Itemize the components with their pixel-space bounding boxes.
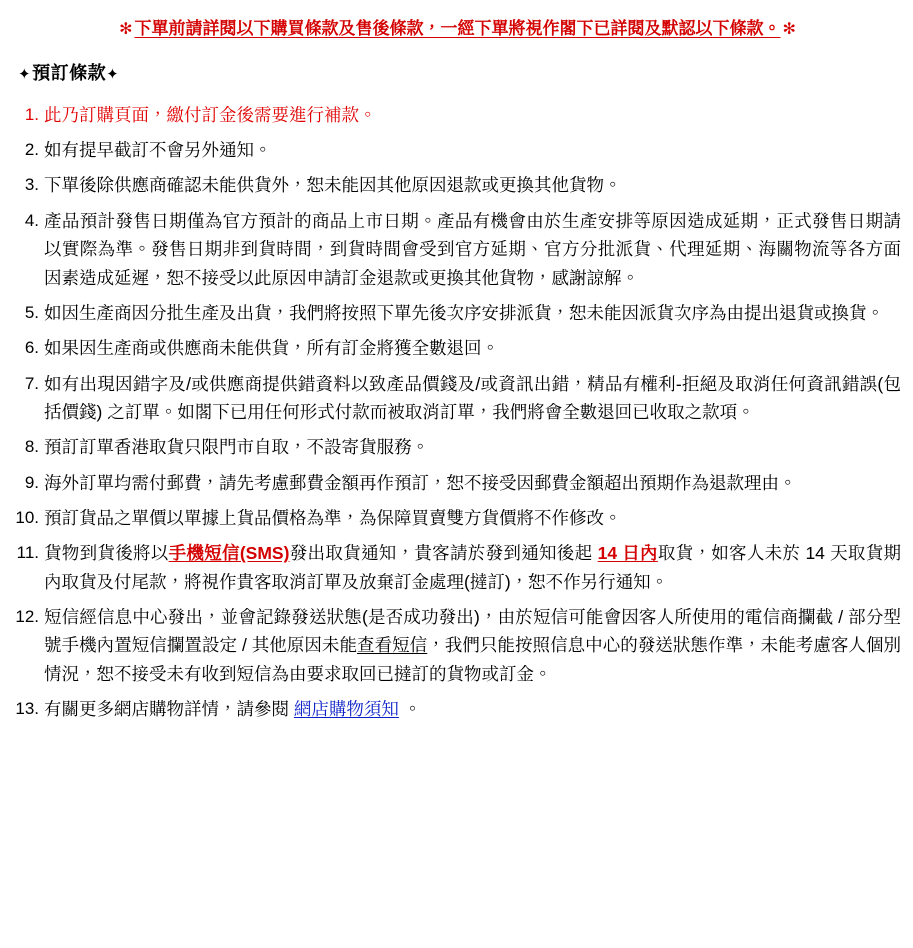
term-item [14, 469, 901, 497]
term-number: 1. [24, 104, 39, 124]
term-text: 預訂訂單香港取貨只限門市自取，不設寄貨服務。 [44, 437, 429, 458]
term-text [44, 695, 901, 723]
diamond-icon-left: ✦ [18, 65, 32, 83]
term-item [14, 101, 901, 129]
term-item [14, 603, 901, 688]
term-item [14, 136, 901, 164]
term-number: 3. [24, 175, 39, 195]
section-heading [18, 59, 901, 85]
diamond-icon-right: ✦ [106, 65, 120, 83]
term-number: 13. [15, 698, 39, 718]
term-item [14, 334, 901, 362]
terms-list [14, 101, 901, 724]
term-number: 9. [24, 472, 39, 492]
text-run: ，我們只能按照信息中心的發送狀態作準，未能考慮客人個別情況，恕不接受未有收到短信為由要求取回已撻訂的貨物或訂金。 [44, 635, 902, 684]
term-item [14, 299, 901, 327]
text-run: 貨物到貨後將以 [44, 543, 169, 564]
highlight-red-underline: 手機短信(SMS) [168, 543, 290, 564]
term-text: 海外訂單均需付郵費，請先考慮郵費金額再作預訂，恕不接受因郵費金額超出預期作為退款理由。 [44, 472, 797, 493]
term-number: 11. [16, 543, 39, 563]
banner-text: 下單前請詳閱以下購買條款及售後條款，一經下單將視作閣下已詳閱及默認以下條款。 [134, 19, 781, 38]
term-text: 如果因生產商或供應商未能供貨，所有訂金將獲全數退回。 [44, 338, 499, 359]
term-number: 10. [15, 507, 39, 527]
star-icon-right: ✻ [782, 21, 796, 38]
term-number: 12. [15, 606, 39, 626]
term-number: 8. [24, 437, 39, 457]
shop-guide-link[interactable]: 網店購物須知 [293, 698, 399, 719]
term-number: 7. [24, 373, 39, 393]
term-item [14, 539, 901, 596]
text-run: 發出取貨通知，貴客請於發到通知後起 [289, 543, 598, 564]
text-run: 取貨，如客人未於 14 天取貨期內取貨及付尾款，將視作貴客取消訂單及放棄訂金處理(撻訂)，恕不作另行通知。 [44, 543, 901, 592]
term-number: 6. [24, 338, 39, 358]
highlight-underline: 查看短信 [357, 635, 428, 656]
term-item [14, 695, 901, 723]
term-text: 如因生產商因分批生產及出貨，我們將按照下單先後次序安排派貨，恕未能因派貨次序為由提出退貨或換貨。 [44, 302, 884, 323]
term-number: 4. [24, 210, 39, 230]
section-title: 預訂條款 [32, 62, 107, 83]
term-text: 如有提早截訂不會另外通知。 [44, 140, 272, 161]
term-text: 此乃訂購頁面，繳付訂金後需要進行補款。 [44, 104, 377, 125]
text-run: 短信經信息中心發出，並會記錄發送狀態(是否成功發出)，由於短信可能會因客人所使用的電信商攔截 / 部分型號手機內置短信攔置設定 / 其他原因未能 [44, 606, 901, 656]
top-warning-banner [14, 18, 901, 41]
text-run: 。 [398, 698, 422, 719]
term-text: 預訂貨品之單價以單據上貨品價格為準，為保障買賣雙方貨價將不作修改。 [44, 507, 622, 528]
term-number: 5. [24, 302, 39, 322]
term-item [14, 207, 901, 292]
text-run: 有關更多網店購物詳情，請參閱 [44, 698, 294, 719]
term-text: 下單後除供應商確認未能供貨外，恕未能因其他原因退款或更換其他貨物。 [44, 175, 622, 196]
term-item [14, 504, 901, 532]
term-text [44, 603, 901, 688]
highlight-red-underline: 14 日內 [597, 543, 658, 564]
star-icon-left: ✻ [119, 21, 133, 38]
term-number: 2. [24, 140, 39, 160]
term-text: 產品預計發售日期僅為官方預計的商品上市日期。產品有機會由於生產安排等原因造成延期，正式發售日期請以實際為準。發售日期非到貨時間，到貨時間會受到官方延期、官方分批派貨、代理延期、海關物流等各方面因素造成延遲，恕不接受以此原因申請訂金退款或更換其他貨物，感謝諒解。 [44, 210, 901, 288]
term-item [14, 171, 901, 199]
term-item [14, 433, 901, 461]
term-item [14, 370, 901, 427]
term-text [44, 539, 901, 596]
term-text: 如有出現因錯字及/或供應商提供錯資料以致產品價錢及/或資訊出錯，精品有權利-拒絕及取消任何資訊錯誤(包括價錢) 之訂單。如閣下已用任何形式付款而被取消訂單，我們將會全數退回已收取之款項。 [44, 373, 901, 422]
